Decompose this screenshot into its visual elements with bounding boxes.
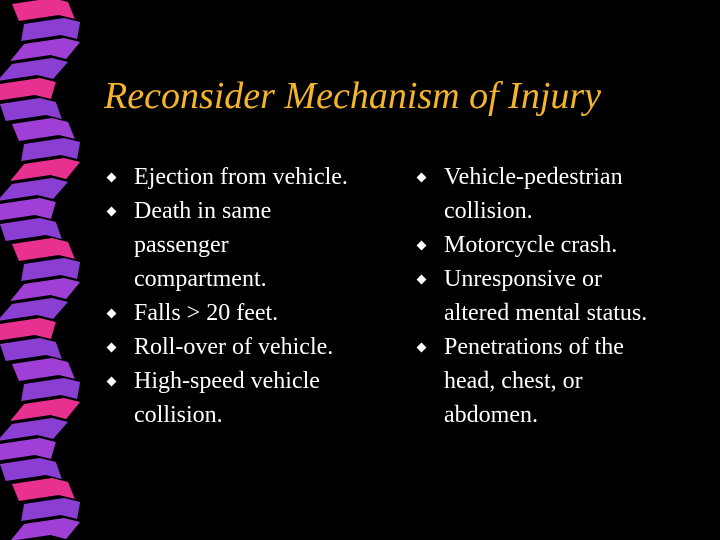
wave-segment xyxy=(21,498,80,521)
wave-segment xyxy=(0,438,56,461)
bullet-text-line: Vehicle-pedestrian xyxy=(444,164,623,190)
wave-segment xyxy=(0,298,68,321)
wave-segment xyxy=(21,378,80,401)
bullet-text-line: Penetrations of the xyxy=(444,334,624,360)
diamond-bullet-icon xyxy=(107,377,117,387)
wave-segment xyxy=(10,518,80,540)
wave-segment xyxy=(10,278,80,301)
bullet-text-line: head, chest, or xyxy=(444,368,583,394)
bullet-text-line: Falls > 20 feet. xyxy=(134,300,279,326)
bullet-text-line: Ejection from vehicle. xyxy=(134,164,348,190)
diamond-bullet-icon xyxy=(107,343,117,353)
wave-segment xyxy=(12,358,75,381)
decorative-wave-band xyxy=(0,0,110,540)
bullet-item xyxy=(104,330,404,364)
wave-segment xyxy=(10,158,80,181)
diamond-bullet-icon xyxy=(417,241,427,251)
wave-segment xyxy=(10,398,80,421)
slide-title: Reconsider Mechanism of Injury xyxy=(104,75,602,117)
wave-segment xyxy=(0,218,62,241)
wave-segment xyxy=(0,58,68,81)
left-bullet-list xyxy=(104,160,404,432)
bullet-item xyxy=(414,262,714,330)
bullet-item xyxy=(104,160,404,194)
bullet-text-line: Roll-over of vehicle. xyxy=(134,334,334,360)
bullet-item xyxy=(104,296,404,330)
bullet-text-line: compartment. xyxy=(134,266,267,292)
right-bullet-list xyxy=(414,160,714,432)
bullet-text-line: Unresponsive or xyxy=(444,266,602,292)
wave-segment xyxy=(0,98,62,121)
bullet-text-line: abdomen. xyxy=(444,402,538,428)
wave-segment xyxy=(12,118,75,141)
wave-segment xyxy=(0,338,62,361)
wave-segment xyxy=(12,0,75,21)
bullet-text-line: High-speed vehicle xyxy=(134,368,320,394)
wave-segment xyxy=(12,478,75,501)
diamond-bullet-icon xyxy=(417,275,427,285)
bullet-text-line: Motorcycle crash. xyxy=(444,232,618,258)
bullet-text-line: passenger xyxy=(134,232,229,258)
bullet-item xyxy=(104,364,404,432)
bullet-item xyxy=(414,160,714,228)
diamond-bullet-icon xyxy=(107,173,117,183)
wave-segment xyxy=(21,258,80,281)
wave-segment xyxy=(0,458,62,481)
wave-segment xyxy=(21,18,80,41)
wave-segment xyxy=(0,178,68,201)
diamond-bullet-icon xyxy=(417,173,427,183)
wave-segment xyxy=(10,38,80,61)
bullet-text-line: Death in same xyxy=(134,198,272,224)
bullet-item xyxy=(414,330,714,432)
bullet-text-line: collision. xyxy=(444,198,533,224)
diamond-bullet-icon xyxy=(107,309,117,319)
bullet-text-line: collision. xyxy=(134,402,223,428)
diamond-bullet-icon xyxy=(107,207,117,217)
wave-segment xyxy=(0,318,56,341)
wave-segment xyxy=(0,418,68,441)
wave-segment xyxy=(21,138,80,161)
diamond-bullet-icon xyxy=(417,343,427,353)
bullet-text-line: altered mental status. xyxy=(444,300,648,326)
wave-segment xyxy=(0,198,56,221)
bullet-item xyxy=(104,194,404,296)
bullet-item xyxy=(414,228,714,262)
wave-segment xyxy=(12,238,75,261)
wave-segment xyxy=(0,78,56,101)
